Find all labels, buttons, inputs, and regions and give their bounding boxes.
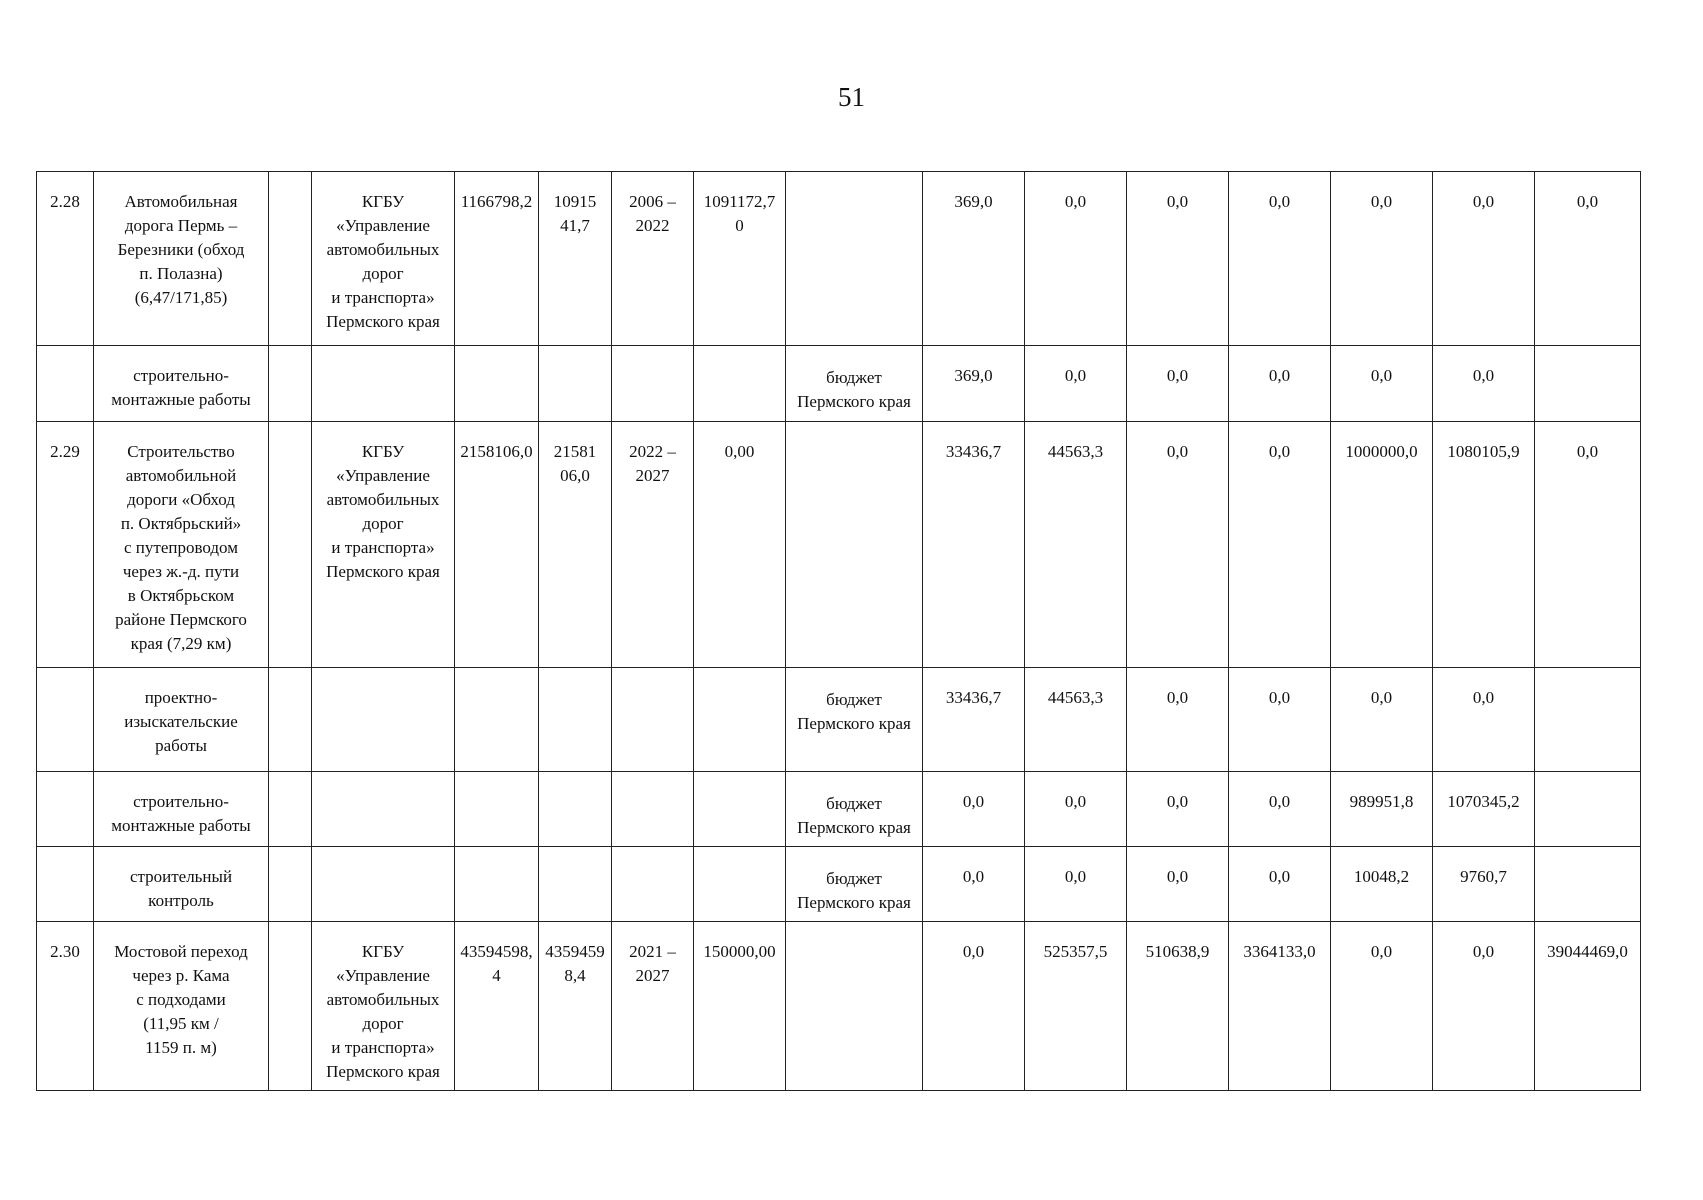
year-value-6: 0,0 bbox=[1433, 922, 1535, 1091]
year-value-6: 1080105,9 bbox=[1433, 422, 1535, 668]
estimated-cost bbox=[455, 847, 539, 922]
year-value-4: 0,0 bbox=[1229, 172, 1331, 346]
row-number: 2.29 bbox=[37, 422, 94, 668]
year-value-5: 0,0 bbox=[1331, 922, 1433, 1091]
funding-source bbox=[786, 922, 923, 1091]
year-value-6: 9760,7 bbox=[1433, 847, 1535, 922]
construction-period bbox=[612, 346, 694, 422]
year-value-1: 0,0 bbox=[923, 922, 1025, 1091]
funding-source: бюджет Пермского края bbox=[786, 847, 923, 922]
funding-source: бюджет Пермского края bbox=[786, 346, 923, 422]
empty-cell bbox=[269, 772, 312, 847]
empty-cell bbox=[269, 172, 312, 346]
year-value-1: 33436,7 bbox=[923, 668, 1025, 772]
empty-cell bbox=[269, 847, 312, 922]
year-value-2: 0,0 bbox=[1025, 346, 1127, 422]
funding-source: бюджет Пермского края bbox=[786, 772, 923, 847]
construction-period: 2006 – 2022 bbox=[612, 172, 694, 346]
empty-cell bbox=[269, 922, 312, 1091]
year-value-7 bbox=[1535, 668, 1641, 772]
object-name: строительно- монтажные работы bbox=[94, 772, 269, 847]
prior-funding: 0,00 bbox=[694, 422, 786, 668]
year-value-7 bbox=[1535, 847, 1641, 922]
customer-name: КГБУ «Управление автомобильных дорог и транспорта» Пермского края bbox=[312, 922, 455, 1091]
year-value-1: 0,0 bbox=[923, 847, 1025, 922]
year-value-5: 0,0 bbox=[1331, 668, 1433, 772]
year-value-4: 0,0 bbox=[1229, 668, 1331, 772]
table-wrapper bbox=[36, 171, 1641, 1091]
year-value-6: 1070345,2 bbox=[1433, 772, 1535, 847]
year-value-7: 0,0 bbox=[1535, 422, 1641, 668]
construction-period: 2022 – 2027 bbox=[612, 422, 694, 668]
year-value-2: 0,0 bbox=[1025, 847, 1127, 922]
construction-period bbox=[612, 847, 694, 922]
prior-funding: 150000,00 bbox=[694, 922, 786, 1091]
table-row bbox=[37, 422, 1641, 668]
customer-name bbox=[312, 772, 455, 847]
year-value-4: 0,0 bbox=[1229, 346, 1331, 422]
year-value-5: 0,0 bbox=[1331, 172, 1433, 346]
estimated-cost: 2158106,0 bbox=[455, 422, 539, 668]
year-value-2: 525357,5 bbox=[1025, 922, 1127, 1091]
year-value-3: 0,0 bbox=[1127, 346, 1229, 422]
object-name: строительный контроль bbox=[94, 847, 269, 922]
year-value-5: 0,0 bbox=[1331, 346, 1433, 422]
year-value-5: 10048,2 bbox=[1331, 847, 1433, 922]
year-value-2: 44563,3 bbox=[1025, 422, 1127, 668]
year-value-2: 0,0 bbox=[1025, 772, 1127, 847]
remaining-cost: 21581 06,0 bbox=[539, 422, 612, 668]
object-name: Мостовой переход через р. Кама с подходами (11,95 км / 1159 п. м) bbox=[94, 922, 269, 1091]
empty-cell bbox=[269, 346, 312, 422]
object-name: проектно- изыскательские работы bbox=[94, 668, 269, 772]
year-value-4: 0,0 bbox=[1229, 422, 1331, 668]
remaining-cost: 4359459 8,4 bbox=[539, 922, 612, 1091]
customer-name bbox=[312, 847, 455, 922]
row-number bbox=[37, 772, 94, 847]
year-value-4: 0,0 bbox=[1229, 772, 1331, 847]
table-row bbox=[37, 668, 1641, 772]
year-value-5: 1000000,0 bbox=[1331, 422, 1433, 668]
year-value-1: 0,0 bbox=[923, 772, 1025, 847]
construction-period bbox=[612, 668, 694, 772]
year-value-3: 0,0 bbox=[1127, 172, 1229, 346]
table-body bbox=[37, 172, 1641, 1091]
estimated-cost: 43594598, 4 bbox=[455, 922, 539, 1091]
prior-funding bbox=[694, 668, 786, 772]
estimated-cost bbox=[455, 772, 539, 847]
object-name: Автомобильная дорога Пермь – Березники (обход п. Полазна) (6,47/171,85) bbox=[94, 172, 269, 346]
year-value-5: 989951,8 bbox=[1331, 772, 1433, 847]
table-row bbox=[37, 346, 1641, 422]
estimated-cost bbox=[455, 668, 539, 772]
year-value-3: 0,0 bbox=[1127, 668, 1229, 772]
year-value-4: 3364133,0 bbox=[1229, 922, 1331, 1091]
estimated-cost bbox=[455, 346, 539, 422]
remaining-cost bbox=[539, 668, 612, 772]
empty-cell bbox=[269, 422, 312, 668]
page-number: 51 bbox=[838, 82, 865, 112]
row-number bbox=[37, 346, 94, 422]
remaining-cost: 10915 41,7 bbox=[539, 172, 612, 346]
remaining-cost bbox=[539, 847, 612, 922]
row-number bbox=[37, 668, 94, 772]
construction-period bbox=[612, 772, 694, 847]
year-value-3: 0,0 bbox=[1127, 422, 1229, 668]
year-value-3: 510638,9 bbox=[1127, 922, 1229, 1091]
table-row bbox=[37, 847, 1641, 922]
funding-source bbox=[786, 172, 923, 346]
year-value-7 bbox=[1535, 772, 1641, 847]
year-value-3: 0,0 bbox=[1127, 772, 1229, 847]
year-value-7 bbox=[1535, 346, 1641, 422]
table-row bbox=[37, 172, 1641, 346]
prior-funding: 1091172,7 0 bbox=[694, 172, 786, 346]
funding-source bbox=[786, 422, 923, 668]
funding-source: бюджет Пермского края bbox=[786, 668, 923, 772]
table-row bbox=[37, 772, 1641, 847]
empty-cell bbox=[269, 668, 312, 772]
row-number bbox=[37, 847, 94, 922]
estimated-cost: 1166798,2 bbox=[455, 172, 539, 346]
object-name: Строительство автомобильной дороги «Обход п. Октябрьский» с путепроводом через ж.-д. пути в Октябрьском районе Пермского края (7,29 км) bbox=[94, 422, 269, 668]
year-value-2: 44563,3 bbox=[1025, 668, 1127, 772]
prior-funding bbox=[694, 772, 786, 847]
customer-name: КГБУ «Управление автомобильных дорог и транспорта» Пермского края bbox=[312, 422, 455, 668]
year-value-6: 0,0 bbox=[1433, 172, 1535, 346]
prior-funding bbox=[694, 346, 786, 422]
year-value-6: 0,0 bbox=[1433, 668, 1535, 772]
year-value-7: 0,0 bbox=[1535, 172, 1641, 346]
year-value-4: 0,0 bbox=[1229, 847, 1331, 922]
year-value-7: 39044469,0 bbox=[1535, 922, 1641, 1091]
year-value-6: 0,0 bbox=[1433, 346, 1535, 422]
funding-table bbox=[36, 171, 1641, 1091]
customer-name bbox=[312, 668, 455, 772]
remaining-cost bbox=[539, 346, 612, 422]
customer-name bbox=[312, 346, 455, 422]
year-value-1: 369,0 bbox=[923, 172, 1025, 346]
year-value-1: 369,0 bbox=[923, 346, 1025, 422]
remaining-cost bbox=[539, 772, 612, 847]
year-value-2: 0,0 bbox=[1025, 172, 1127, 346]
year-value-3: 0,0 bbox=[1127, 847, 1229, 922]
object-name: строительно- монтажные работы bbox=[94, 346, 269, 422]
year-value-1: 33436,7 bbox=[923, 422, 1025, 668]
row-number: 2.28 bbox=[37, 172, 94, 346]
prior-funding bbox=[694, 847, 786, 922]
customer-name: КГБУ «Управление автомобильных дорог и транспорта» Пермского края bbox=[312, 172, 455, 346]
row-number: 2.30 bbox=[37, 922, 94, 1091]
table-row bbox=[37, 922, 1641, 1091]
construction-period: 2021 – 2027 bbox=[612, 922, 694, 1091]
